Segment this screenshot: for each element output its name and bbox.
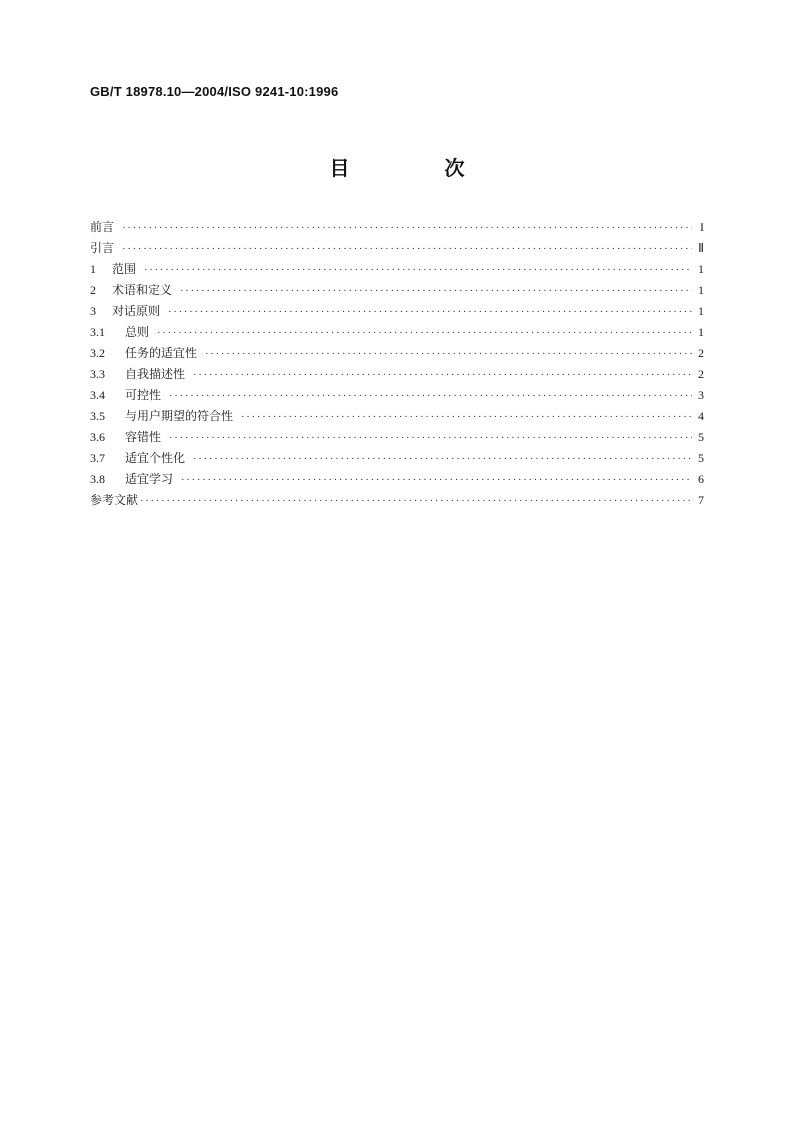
toc-entry-page: 6 (698, 472, 704, 486)
toc-entry-label: 可控性 (125, 388, 162, 402)
toc-entry-label: 总则 (125, 325, 150, 339)
toc-leader-dots (193, 369, 692, 381)
toc-entry-label: 对话原则 (112, 304, 161, 318)
toc-entry-page: 5 (698, 451, 704, 465)
toc-entry-number: 3.8 (90, 472, 105, 486)
toc-leader-dots (169, 390, 692, 402)
toc-entry-label: 任务的适宜性 (125, 346, 198, 360)
toc-leader-dots (205, 348, 692, 360)
toc-leader-dots (181, 474, 692, 486)
toc-entry-label: 自我描述性 (125, 367, 186, 381)
toc-entry-page: 1 (698, 304, 704, 318)
toc-entry-number: 2 (90, 283, 96, 297)
toc-entry-label: 与用户期望的符合性 (125, 409, 234, 423)
toc-entry-1[interactable] (90, 260, 704, 281)
toc-leader-dots (122, 243, 692, 255)
standard-number-header: GB/T 18978.10—2004/ISO 9241-10:1996 (90, 84, 339, 99)
toc-entry-number: 3.7 (90, 451, 105, 465)
toc-entry-page: Ⅱ (698, 241, 704, 255)
toc-entry-number: 3.1 (90, 325, 105, 339)
toc-entry-references[interactable] (90, 491, 704, 512)
toc-entry-3-6[interactable] (90, 428, 704, 449)
toc-leader-dots (193, 453, 692, 465)
toc-entry-page: 3 (698, 388, 704, 402)
toc-leader-dots (169, 432, 692, 444)
toc-leader-dots (180, 285, 692, 297)
toc-entry-page: I (700, 220, 704, 234)
toc-entry-page: 7 (698, 493, 704, 507)
toc-leader-dots (140, 495, 692, 507)
toc-entry-2[interactable] (90, 281, 704, 302)
toc-entry-page: 4 (698, 409, 704, 423)
toc-leader-dots (168, 306, 692, 318)
toc-entry-label: 术语和定义 (112, 283, 173, 297)
contents-title: 目 次 (329, 156, 509, 180)
toc-entry-3-5[interactable] (90, 407, 704, 428)
toc-leader-dots (122, 222, 692, 234)
toc-entry-number: 3.6 (90, 430, 105, 444)
toc-entry-label: 范围 (112, 262, 137, 276)
toc-entry-page: 2 (698, 346, 704, 360)
toc-entry-3-8[interactable] (90, 470, 704, 491)
toc-leader-dots (144, 264, 692, 276)
toc-entry-3[interactable] (90, 302, 704, 323)
toc-entry-label: 引言 (90, 241, 115, 255)
toc-entry-label: 参考文献 (90, 493, 139, 507)
table-of-contents (90, 218, 704, 512)
toc-entry-page: 1 (698, 325, 704, 339)
toc-entry-label: 适宜学习 (125, 472, 174, 486)
toc-entry-number: 3.5 (90, 409, 105, 423)
toc-entry-introduction[interactable] (90, 239, 704, 260)
toc-leader-dots (241, 411, 692, 423)
toc-entry-3-7[interactable] (90, 449, 704, 470)
toc-entry-3-3[interactable] (90, 365, 704, 386)
toc-entry-foreword[interactable] (90, 218, 704, 239)
toc-entry-label: 前言 (90, 220, 115, 234)
toc-entry-number: 3 (90, 304, 96, 318)
toc-entry-number: 1 (90, 262, 96, 276)
toc-entry-page: 1 (698, 262, 704, 276)
toc-entry-page: 1 (698, 283, 704, 297)
toc-entry-label: 容错性 (125, 430, 162, 444)
toc-entry-page: 5 (698, 430, 704, 444)
toc-entry-number: 3.3 (90, 367, 105, 381)
toc-entry-label: 适宜个性化 (125, 451, 186, 465)
toc-entry-number: 3.2 (90, 346, 105, 360)
toc-entry-number: 3.4 (90, 388, 105, 402)
toc-entry-page: 2 (698, 367, 704, 381)
toc-entry-3-1[interactable] (90, 323, 704, 344)
toc-leader-dots (157, 327, 692, 339)
toc-entry-3-2[interactable] (90, 344, 704, 365)
toc-entry-3-4[interactable] (90, 386, 704, 407)
